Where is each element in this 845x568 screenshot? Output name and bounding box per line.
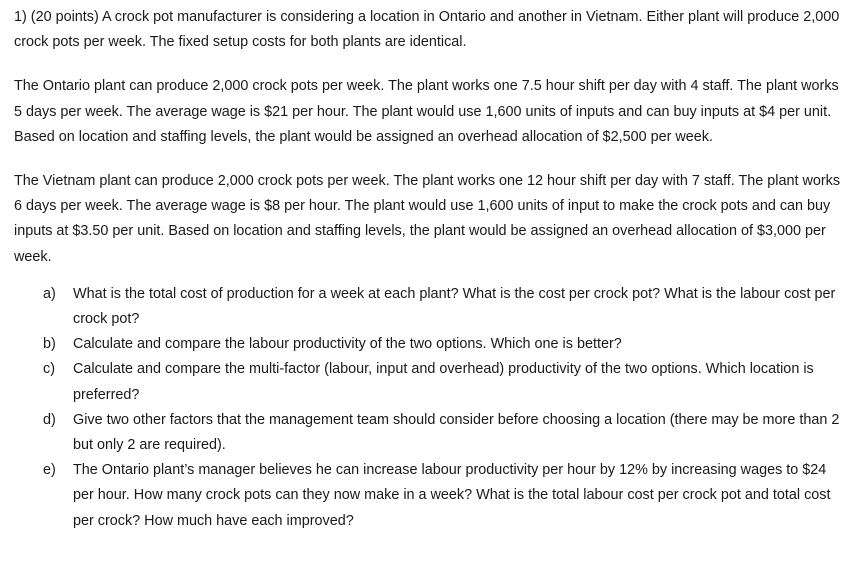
question-list (14, 282, 842, 534)
question-text: Calculate and compare the multi-factor (labour, input and overhead) productivity of the two options. Which location is preferred? (73, 361, 814, 403)
document-page (14, 5, 842, 534)
question-item-d (14, 408, 842, 458)
question-item-c (14, 357, 842, 407)
question-marker: b) (43, 336, 56, 353)
problem-header: 1) (20 points) A crock pot manufacturer is considering a location in Ontario and another in Vietnam. Either plant will produce 2,000 crock pots per week. The fixed setup costs for both plants are identical. (14, 9, 840, 51)
question-marker: c) (43, 361, 55, 378)
question-marker: e) (43, 462, 56, 479)
ontario-paragraph: The Ontario plant can produce 2,000 crock pots per week. The plant works one 7.5 hour shift per day with 4 staff. The plant works 5 days per week. The average wage is $21 per hour. The plant would use 1,600 units of inputs and can buy inputs at $4 per unit. Based on location and staffing levels, the plant would be assigned an overhead allocation of $2,500 per week. (14, 78, 839, 145)
question-item-e (14, 458, 842, 534)
question-item-b (14, 332, 842, 357)
question-item-a (14, 282, 842, 332)
question-text: The Ontario plant’s manager believes he can increase labour productivity per hour by 12% by increasing wages to $24 per hour. How many crock pots can they now make in a week? What is the total labour cost per crock pot and total cost per crock? How much have each improved? (73, 462, 831, 529)
question-text: What is the total cost of production for a week at each plant? What is the cost per crock pot? What is the labour cost per crock pot? (73, 285, 836, 328)
question-marker: d) (43, 411, 56, 428)
question-text: Give two other factors that the management team should consider before choosing a location (there may be more than 2 but only 2 are required). (73, 411, 840, 454)
question-marker: a) (43, 285, 56, 302)
vietnam-paragraph: The Vietnam plant can produce 2,000 crock pots per week. The plant works one 12 hour shift per day with 7 staff. The plant works 6 days per week. The average wage is $8 per hour. The plant would use 1,600 units of input to make the crock pots and can buy inputs at $3.50 per unit. Based on location and staffing levels, the plant would be assigned an overhead allocation of $3,000 per week. (14, 173, 841, 265)
question-text: Calculate and compare the labour productivity of the two options. Which one is better? (73, 336, 622, 353)
